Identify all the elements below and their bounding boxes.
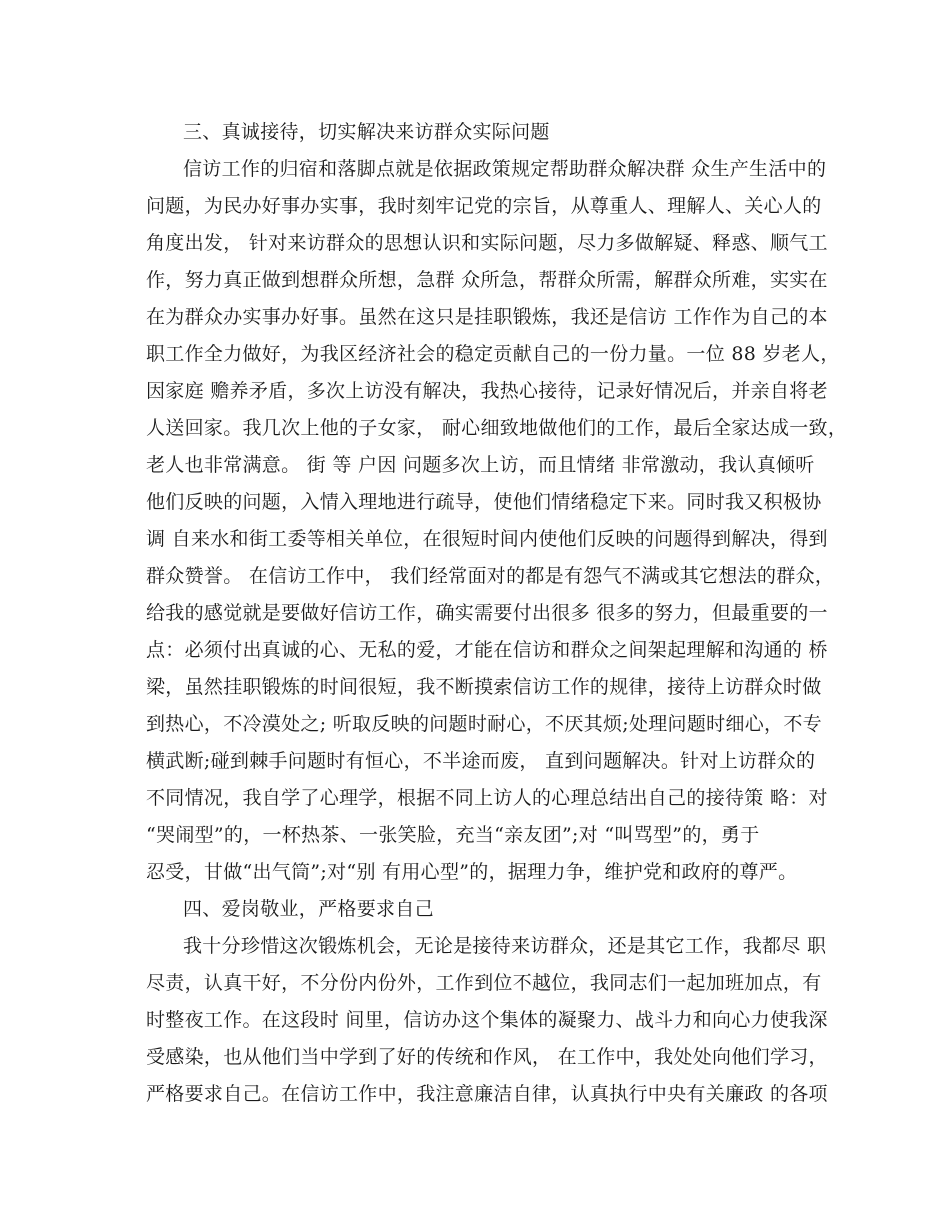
paragraph-line: 给我的感觉就是要做好信访工作，确实需要付出很多 很多的努力，但最重要的一 [146,602,828,624]
paragraph-line: 横武断;碰到棘手问题时有恒心，不半途而废， 直到问题解决。针对上访群众的 [146,750,816,772]
paragraph-line: 老人也非常满意。 街 等 户因 问题多次上访，而且情绪 非常激动，我认真倾听 [146,454,815,476]
paragraph-line: 职工作全力做好，为我区经济社会的稳定贡献自己的一份力量。一位 88 岁老人， [146,343,840,365]
paragraph-line: 不同情况，我自学了心理学，根据不同上访人的心理总结出自己的接待策 略：对 [146,787,828,809]
paragraph-line: 点：必须付出真诚的心、无私的爱，才能在信访和群众之间架起理解和沟通的 桥 [146,639,828,661]
paragraph-line: 角度出发， 针对来访群众的思想认识和实际问题，尽力多做解疑、释惑、顺气工 [146,232,828,254]
paragraph-line: 他们反映的问题，入情入理地进行疏导，使他们情绪稳定下来。同时我又积极协 [146,491,822,513]
paragraph-line: 到热心，不冷漠处之; 听取反映的问题时耐心，不厌其烦;处理问题时细心，不专 [146,713,822,735]
paragraph-line: 因家庭 赡养矛盾，多次上访没有解决，我热心接待，记录好情况后，并亲自将老 [146,380,828,402]
paragraph-line: 受感染，也从他们当中学到了好的传统和作风， 在工作中，我处处向他们学习， [146,1046,828,1068]
paragraph-line: 作，努力真正做到想群众所想，急群 众所急，帮群众所需，解群众所难，实实在 [146,269,828,291]
paragraph-line: “哭闹型”的，一杯热茶、一张笑脸，充当“亲友团”;对 “叫骂型”的，勇于 [146,824,760,846]
paragraph-line: 调 自来水和街工委等相关单位，在很短时间内使他们反映的问题得到解决，得到 [146,528,828,550]
paragraph-line: 问题，为民办好事办实事，我时刻牢记党的宗旨，从尊重人、理解人、关心人的 [146,195,822,217]
section-heading-4: 四、爱岗敬业，严格要求自己 [183,898,434,920]
paragraph-line: 梁，虽然挂职锻炼的时间很短，我不断摸索信访工作的规律，接待上访群众时做 [146,676,822,698]
paragraph-line: 尽责，认真干好，不分份内份外，工作到位不越位，我同志们一起加班加点，有 [146,972,822,994]
section-heading-3: 三、真诚接待，切实解决来访群众实际问题 [183,121,550,143]
paragraph-line: 我十分珍惜这次锻炼机会，无论是接待来访群众，还是其它工作，我都尽 职 [183,935,827,957]
paragraph-line: 时整夜工作。在这段时 间里，信访办这个集体的凝聚力、战斗力和向心力使我深 [146,1009,828,1031]
paragraph-line: 严格要求自己。在信访工作中，我注意廉洁自律，认真执行中央有关廉政 的各项 [146,1083,828,1105]
paragraph-line: 忍受，甘做“出气筒”;对“别 有用心型”的，据理力争，维护党和政府的尊严。 [146,861,798,883]
paragraph-line: 信访工作的归宿和落脚点就是依据政策规定帮助群众解决群 众生产生活中的 [183,158,827,180]
paragraph-line: 群众赞誉。 在信访工作中， 我们经常面对的都是有怨气不满或其它想法的群众， [146,565,835,587]
paragraph-line: 在为群众办实事办好事。虽然在这只是挂职锻炼，我还是信访 工作作为自己的本 [146,306,828,328]
paragraph-line: 人送回家。我几次上他的子女家， 耐心细致地做他们的工作，最后全家达成一致， [146,417,848,439]
